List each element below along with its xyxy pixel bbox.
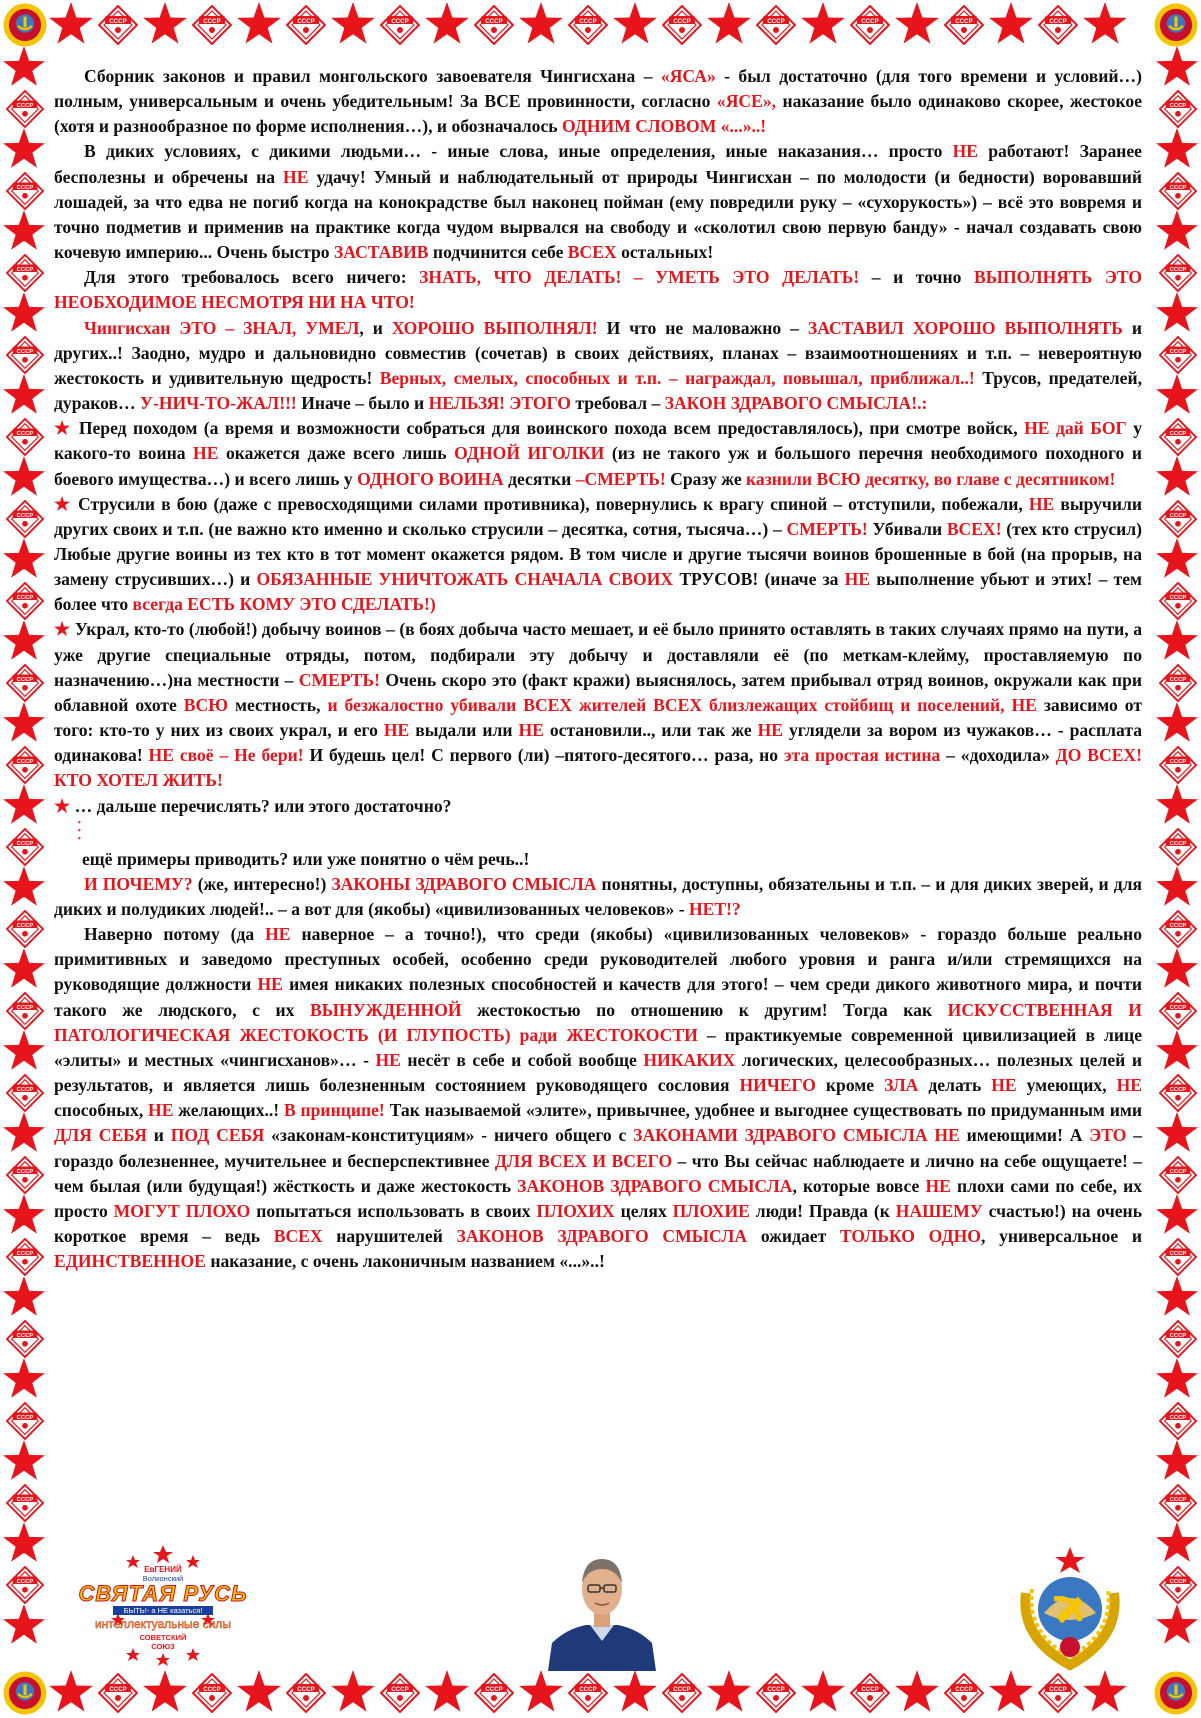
bullet-star-icon: ★ xyxy=(54,418,79,439)
text-run: … дальше перечислять? или этого достаточно? xyxy=(74,795,452,816)
highlight-text: ВСЕХ xyxy=(273,1226,323,1247)
text-run: выдали или xyxy=(409,720,519,741)
cccp-badge-icon xyxy=(7,1485,43,1521)
red-star-icon xyxy=(1156,1522,1198,1562)
cccp-badge-icon xyxy=(7,747,43,783)
text-run: – практикуемые современной цивилизацией в лице «элиты» и местных «чингисханов»… - xyxy=(54,1024,1142,1070)
cccp-badge-icon xyxy=(7,501,43,537)
text-run: , и xyxy=(359,317,392,338)
red-star-icon xyxy=(143,1670,187,1712)
cccp-badge-icon xyxy=(287,1674,325,1712)
red-star-icon xyxy=(1083,2,1127,44)
paragraph xyxy=(54,64,1142,139)
text-run: Сразу же xyxy=(665,468,747,489)
author-portrait xyxy=(546,1543,658,1671)
text-run: подчинится себе xyxy=(428,242,568,263)
logo-union-2: СОЮЗ xyxy=(151,1642,175,1651)
cccp-badge-icon xyxy=(7,665,43,701)
highlight-text: ПЛОХИХ xyxy=(536,1200,615,1221)
red-star-icon xyxy=(1156,1276,1198,1316)
red-star-icon xyxy=(331,2,375,44)
paragraph xyxy=(54,872,1142,922)
cccp-badge-icon xyxy=(757,1674,795,1712)
cccp-badge-icon xyxy=(7,1403,43,1439)
cccp-badge-icon xyxy=(7,1321,43,1357)
red-star-icon xyxy=(3,1112,45,1152)
text-run: целях xyxy=(614,1200,673,1221)
highlight-text: НИЧЕГО xyxy=(739,1075,816,1096)
red-star-icon xyxy=(3,866,45,906)
highlight-text: ЗАСТАВИЛ ХОРОШО ВЫПОЛНЯТЬ xyxy=(807,317,1123,338)
red-star-icon xyxy=(1156,128,1198,168)
red-star-icon xyxy=(3,948,45,988)
highlight-text: ВЫПОЛНЯТЬ ЭТО НЕОБХОДИМОЕ НЕСМОТРЯ НИ НА ЧТО! xyxy=(54,267,1143,313)
red-star-icon xyxy=(801,2,845,44)
text-run: наказание, с очень лаконичным названием «...»..! xyxy=(205,1251,605,1272)
red-star-icon xyxy=(3,1604,45,1644)
text-run: плохи сами по себе, их просто xyxy=(54,1175,1143,1221)
paragraph xyxy=(54,416,1142,491)
cccp-badge-icon xyxy=(1160,255,1196,291)
highlight-text: НЕ дай БОГ xyxy=(1024,418,1127,439)
bullet-star-icon: ★ xyxy=(54,619,75,640)
highlight-text: У-НИЧ-ТО-ЖАЛ!!! xyxy=(140,393,297,414)
bullet-star-icon: ★ xyxy=(54,493,78,514)
red-star-icon xyxy=(1156,210,1198,250)
red-star-icon xyxy=(519,2,563,44)
highlight-text: ЗАКОН ЗДРАВОГО СМЫСЛА!.: xyxy=(664,393,928,414)
text-run: Очень скоро это (факт кражи) выяснялось, затем прибывал отряд воинов, окружали как при облавной охоте xyxy=(54,669,1142,715)
red-star-icon xyxy=(3,46,45,86)
corner-emblem-icon xyxy=(1155,4,1198,47)
text-run: нарушителей xyxy=(322,1226,457,1247)
cccp-badge-icon xyxy=(1160,1157,1196,1193)
highlight-text: НЕ xyxy=(518,720,544,741)
highlight-text: и безжалостно убивали ВСЕХ жителей ВСЕХ близлежащих стойбищ и поселений, НЕ xyxy=(327,694,1037,715)
text-run: ТРУСОВ! (иначе за xyxy=(673,569,845,590)
text-run: жестокостью по отношению к другим! Тогда как xyxy=(461,999,948,1020)
highlight-text: ПОД СЕБЯ xyxy=(170,1125,265,1146)
red-star-icon xyxy=(989,2,1033,44)
red-star-icon xyxy=(1156,374,1198,414)
text-run: Для этого требовалось всего ничего: xyxy=(84,267,420,288)
highlight-text: НИКАКИХ xyxy=(643,1049,736,1070)
red-star-icon xyxy=(143,2,187,44)
highlight-text: НЕ xyxy=(991,1075,1017,1096)
highlight-text: НЕЛЬЗЯ! ЭТОГО xyxy=(428,393,571,414)
corner-emblem-icon xyxy=(4,1672,47,1715)
logo-author-first: ЕвГЕНИЙ xyxy=(144,1565,182,1574)
text-run: и xyxy=(146,1125,171,1146)
ussr-emblem-icon xyxy=(1006,1543,1134,1671)
red-star-icon xyxy=(3,1358,45,1398)
bullet-star-icon: ★ xyxy=(54,795,75,816)
text-run: у какого-то воина xyxy=(54,418,1142,464)
red-star-icon xyxy=(3,374,45,414)
text-run: наказание было одинаково скорее, жестокое (хотя и разнообразное по форме исполнения…), и обозначалось xyxy=(54,91,1143,137)
red-star-icon xyxy=(237,1670,281,1712)
highlight-text: ЗАКОНОВ ЗДРАВОГО СМЫСЛА xyxy=(456,1226,748,1247)
highlight-text: НЕ xyxy=(925,1175,951,1196)
corner-emblem-icon xyxy=(1155,1672,1198,1715)
cccp-badge-icon xyxy=(663,1674,701,1712)
cccp-badge-icon xyxy=(1160,583,1196,619)
cccp-badge-icon xyxy=(7,1075,43,1111)
text-run: остальных! xyxy=(616,242,714,263)
cccp-badge-icon xyxy=(1160,337,1196,373)
cccp-badge-icon xyxy=(7,1239,43,1275)
cccp-badge-icon xyxy=(1160,993,1196,1029)
text-run: «законам-конституциям» - ничего общего с xyxy=(264,1125,634,1146)
cccp-badge-icon xyxy=(7,255,43,291)
highlight-text: Верных, смелых, способных и т.п. – награждал, повышал, приближал..! xyxy=(379,367,975,388)
corner-emblem-icon xyxy=(4,4,47,47)
highlight-text: ВСЕХ xyxy=(567,242,617,263)
cccp-badge-icon xyxy=(475,1674,513,1712)
cccp-badge-icon xyxy=(7,173,43,209)
red-star-icon xyxy=(1156,456,1198,496)
paragraph xyxy=(54,617,1142,793)
cccp-badge-icon xyxy=(1160,665,1196,701)
cccp-badge-icon xyxy=(287,6,325,44)
highlight-text: НЕ своё – Не бери! xyxy=(148,745,304,766)
text-run: – что Вы сейчас наблюдаете и лично на себе ощущаете! – чем былая (или будущая!) жёсткость и даже жестокость xyxy=(54,1150,1142,1196)
cccp-badge-icon xyxy=(99,1674,137,1712)
highlight-text: И ПОЧЕМУ? xyxy=(84,873,193,894)
highlight-text: ЗАКОНОВ ЗДРАВОГО СМЫСЛА xyxy=(517,1175,793,1196)
text-run: требовал – xyxy=(570,393,665,414)
cccp-badge-icon xyxy=(193,1674,231,1712)
red-star-icon xyxy=(989,1670,1033,1712)
red-star-icon xyxy=(1156,1440,1198,1480)
cccp-badge-icon xyxy=(1160,829,1196,865)
cccp-badge-icon xyxy=(1160,1567,1196,1603)
red-star-icon xyxy=(425,2,469,44)
highlight-text: Чингисхан ЭТО – ЗНАЛ, УМЕЛ xyxy=(84,317,360,338)
text-run: счастью!) на очень короткое время – ведь xyxy=(54,1200,1142,1247)
highlight-text: НАШЕМУ xyxy=(895,1200,983,1221)
highlight-text: «ЯСА» xyxy=(660,66,716,86)
text-run: - был достаточно (для того времени и условий…) полным, универсальным и очень убедительным! За ВСЕ провинности, согласно xyxy=(54,66,1142,112)
red-star-icon xyxy=(1156,1030,1198,1070)
highlight-text: ЗАКОНЫ ЗДРАВОГО СМЫСЛА xyxy=(331,873,597,894)
highlight-text: ОДНИМ СЛОВОМ «...»..! xyxy=(561,116,767,137)
red-star-icon xyxy=(3,1522,45,1562)
highlight-text: НЕ xyxy=(265,924,291,945)
red-star-icon xyxy=(613,1670,657,1712)
red-star-icon xyxy=(49,2,93,44)
cccp-badge-icon xyxy=(851,1674,889,1712)
highlight-text: ВСЮ xyxy=(183,694,229,715)
text-run: желающих..! xyxy=(173,1100,284,1121)
highlight-text: ЗАКОНАМИ ЗДРАВОГО СМЫСЛА НЕ xyxy=(633,1125,960,1146)
red-star-icon xyxy=(613,2,657,44)
paragraph xyxy=(54,847,1142,872)
cccp-badge-icon xyxy=(193,6,231,44)
red-star-icon xyxy=(3,128,45,168)
cccp-badge-icon xyxy=(1160,1485,1196,1521)
text-run: имеющими! А xyxy=(959,1125,1090,1146)
cccp-badge-icon xyxy=(7,583,43,619)
text-run: Перед походом (а время и возможности собраться для воинского похода всем предоставлялось), при смотре войск, xyxy=(78,418,1025,439)
cccp-badge-icon xyxy=(1160,173,1196,209)
red-star-icon xyxy=(1156,1112,1198,1152)
text-run: умеющих, xyxy=(1016,1075,1117,1096)
text-run: выручили других своих и т.п. (не важно кто именно и сколько струсили – десятка, сотня, тысяча…) – xyxy=(54,493,1142,539)
text-run: работают! Заранее бесполезны и обречены на xyxy=(54,141,1142,187)
highlight-text: НЕ xyxy=(375,1049,401,1070)
red-star-icon xyxy=(1156,1604,1198,1644)
logo-author-last: Волконский xyxy=(142,1574,184,1583)
text-run: наверное – а точно!), что среди (якобы) «цивилизованных человеков» - гораздо больше реально примитивных и заведомо преступных особей, особенно среди руководителей любого уровня и ранга и/или стремящихся на руководящие должности xyxy=(54,924,1142,995)
text-run: окажется даже всего лишь xyxy=(218,443,455,464)
cccp-badge-icon xyxy=(7,1157,43,1193)
text-run: Украл, кто-то (любой!) добычу воинов – (в боях добыча часто мешает, и её было принято оставлять в таких случаях прямо на пути, а уже другие специальные отряды, потом, подбирали эту добычу и доставляли её (по меткам-клейму, проставляемую по назначению…)на местности – xyxy=(54,619,1142,690)
svyataya-rus-logo xyxy=(68,1543,258,1669)
text-run: В диких условиях, с дикими людьми… - иные слова, иные определения, иные наказания… просто xyxy=(84,141,953,162)
highlight-text: МОГУТ ПЛОХО xyxy=(113,1200,251,1221)
paragraph xyxy=(54,316,1142,417)
highlight-text: НЕ xyxy=(283,166,309,187)
logo-union-1: СОВЕТСКИЙ xyxy=(139,1633,187,1642)
cccp-badge-icon xyxy=(7,91,43,127)
highlight-text: НЕ xyxy=(757,720,784,741)
highlight-text: СМЕРТЬ! xyxy=(786,518,868,539)
red-star-icon xyxy=(3,292,45,332)
red-star-icon xyxy=(895,1670,939,1712)
text-run: Убивали xyxy=(867,518,947,539)
cccp-badge-icon xyxy=(381,6,419,44)
cccp-badge-icon xyxy=(99,6,137,44)
cccp-badge-icon xyxy=(569,6,607,44)
red-star-icon xyxy=(1156,46,1198,86)
paragraph xyxy=(54,794,1142,819)
red-star-icon xyxy=(3,702,45,742)
highlight-text: ДЛЯ ВСЕХ И ВСЕГО xyxy=(494,1150,673,1171)
highlight-text: ОДНОЙ ИГОЛКИ xyxy=(454,443,605,464)
highlight-text: НЕ xyxy=(257,974,283,995)
text-run: удачу! Умный и наблюдательный от природы Чингисхан – по молодости (и бедности) воровавший лошадей, за что едва не погиб когда на конокрадстве был наконец пойман (ему повредили руку – «сухорукость») – всё это вовремя и точно подметив и применив на практике когда чудом вырвался на свободу и «сколотил свою первую банду» - начал создавать свою кочевую империю... Очень быстро xyxy=(54,166,1142,263)
highlight-text: НЕ xyxy=(193,443,219,464)
paragraph xyxy=(54,922,1142,1274)
highlight-text: ПЛОХИЕ xyxy=(672,1200,750,1221)
text-run: делать xyxy=(918,1075,992,1096)
text-run: – «доходила» xyxy=(940,745,1056,766)
text-run: Иначе – было и xyxy=(296,393,429,414)
cccp-badge-icon xyxy=(1160,1403,1196,1439)
text-run: И будешь цел! С первого (ли) –пятого-десятого… раза, но xyxy=(303,745,784,766)
highlight-text: НЕ xyxy=(1028,493,1055,514)
highlight-text: ХОРОШО ВЫПОЛНЯЛ! xyxy=(391,317,598,338)
document-body xyxy=(54,64,1142,1544)
cccp-badge-icon xyxy=(7,419,43,455)
text-run: Струсили в бою (даже с превосходящими силами противника), повернулись к врагу спиной – отступили, побежали, xyxy=(77,493,1029,514)
highlight-text: НЕ xyxy=(1116,1075,1142,1096)
red-star-icon xyxy=(1156,620,1198,660)
highlight-text: НЕ xyxy=(383,720,410,741)
logo-subtitle: интеллектуальные силы xyxy=(94,1617,232,1631)
red-star-icon xyxy=(1156,702,1198,742)
cccp-badge-icon xyxy=(1160,1321,1196,1357)
cccp-badge-icon xyxy=(7,1567,43,1603)
highlight-text: НЕ xyxy=(148,1100,174,1121)
red-star-icon xyxy=(3,784,45,824)
highlight-text: ОДНОГО ВОИНА xyxy=(357,468,504,489)
text-run: ожидает xyxy=(747,1226,840,1247)
red-star-icon xyxy=(1156,866,1198,906)
highlight-text: «ЯСЕ», xyxy=(716,91,777,112)
red-star-icon xyxy=(3,456,45,496)
text-run: остановили.., или так же xyxy=(543,720,758,741)
logo-slogan: БЫТЬ!- а НЕ казаться! xyxy=(113,1606,213,1615)
paragraph xyxy=(54,492,1142,618)
text-run: углядели за вором из чужаков… - расплата одинакова! xyxy=(54,720,1142,766)
highlight-text: ЗЛА xyxy=(884,1075,919,1096)
cccp-badge-icon xyxy=(1160,1075,1196,1111)
cccp-badge-icon xyxy=(1160,91,1196,127)
red-star-icon xyxy=(237,2,281,44)
highlight-text: НЕТ!? xyxy=(689,899,741,919)
highlight-text: НЕ xyxy=(952,141,979,162)
paragraph xyxy=(54,265,1142,315)
red-star-icon xyxy=(519,1670,563,1712)
cccp-badge-icon xyxy=(475,6,513,44)
red-star-icon xyxy=(3,1194,45,1234)
highlight-text: ИСКУССТВЕННАЯ И ПАТОЛОГИЧЕСКАЯ ЖЕСТОКОСТЬ (И ГЛУПОСТЬ) ради ЖЕСТОКОСТИ xyxy=(54,999,1142,1045)
red-star-icon xyxy=(425,1670,469,1712)
text-run: кроме xyxy=(815,1075,885,1096)
text-run: и других..! Заодно, мудро и дальновидно совместив (сочетав) в своих действиях, планах – взаимоотношениях и т.п. – невероятную жестокость и удивительную щедрость! xyxy=(54,317,1143,388)
cccp-badge-icon xyxy=(7,911,43,947)
text-run: выполнение убьют и этих! – тем более что xyxy=(54,569,1143,615)
text-run: Наверно потому (да xyxy=(84,924,266,945)
red-star-icon xyxy=(707,2,751,44)
red-star-icon xyxy=(801,1670,845,1712)
text-run: понятны, доступны, обязательны и т.п. – и для диких зверей, и для диких и полудиких людей!.. – а вот для (якобы) «цивилизованных человеков» - xyxy=(54,873,1142,919)
cccp-badge-icon xyxy=(1160,1239,1196,1275)
text-run: Так называемой «элите», привычнее, удобнее и выгоднее существовать по придуманным ими xyxy=(384,1100,1142,1121)
text-run: попытаться использовать в своих xyxy=(250,1200,537,1221)
text-run: логических, целесообразных… полезных целей и результатов, и является лишь болезненным состоянием руководящего сословия xyxy=(54,1049,1142,1096)
text-run: – гораздо болезненнее, мучительнее и бесперспективнее xyxy=(54,1125,1143,1171)
red-star-icon xyxy=(3,1276,45,1316)
highlight-text: В принципе! xyxy=(283,1100,385,1121)
paragraph xyxy=(54,139,1142,265)
highlight-text: ЗНАТЬ, ЧТО ДЕЛАТЬ! – УМЕТЬ ЭТО ДЕЛАТЬ! xyxy=(419,267,860,288)
highlight-text: ВСЕХ! xyxy=(946,518,1002,539)
highlight-text: ОБЯЗАННЫЕ УНИЧТОЖАТЬ СНАЧАЛА СВОИХ xyxy=(256,569,674,590)
cccp-badge-icon xyxy=(1039,6,1077,44)
cccp-badge-icon xyxy=(851,6,889,44)
text-run: ещё примеры приводить? или уже понятно о чём речь..! xyxy=(82,848,530,869)
highlight-text: СМЕРТЬ! xyxy=(298,669,381,690)
highlight-text: ТОЛЬКО ОДНО xyxy=(839,1226,981,1247)
highlight-text: всегда ЕСТЬ КОМУ ЭТО СДЕЛАТЬ!) xyxy=(132,594,436,615)
footer xyxy=(54,1543,1144,1671)
cccp-badge-icon xyxy=(1160,911,1196,947)
text-run: – и точно xyxy=(859,267,974,288)
text-run: Трусов, предателей, дураков… xyxy=(54,367,1142,414)
red-star-icon xyxy=(1156,784,1198,824)
cccp-badge-icon xyxy=(7,993,43,1029)
cccp-badge-icon xyxy=(757,6,795,44)
cccp-badge-icon xyxy=(945,1674,983,1712)
highlight-text: ВЫНУЖДЕННОЙ xyxy=(310,999,462,1020)
text-run: , универсальное и xyxy=(980,1226,1142,1247)
red-star-icon xyxy=(1083,1670,1127,1712)
logo-title: СВЯТАЯ РУСЬ xyxy=(78,1581,248,1606)
cccp-badge-icon xyxy=(569,1674,607,1712)
cccp-badge-icon xyxy=(1039,1674,1077,1712)
cccp-badge-icon xyxy=(1160,419,1196,455)
highlight-text: –СМЕРТЬ! xyxy=(575,468,666,489)
red-star-icon xyxy=(3,620,45,660)
cccp-badge-icon xyxy=(7,337,43,373)
red-star-icon xyxy=(1156,948,1198,988)
text-run: (тех кто струсил) Любые другие воины из тех кто в тот момент окажется рядом. В том числе и другие тысячи воинов брошенные в бой (на прорыв, на замену струсивших…) и xyxy=(54,518,1142,590)
red-star-icon xyxy=(3,538,45,578)
red-star-icon xyxy=(3,1030,45,1070)
text-run: несёт в себе и собой вообще xyxy=(400,1049,644,1070)
red-star-icon xyxy=(1156,1194,1198,1234)
text-run: местность, xyxy=(228,694,328,715)
text-run: люди! Правда (к xyxy=(749,1200,896,1221)
red-star-icon xyxy=(1156,292,1198,332)
cccp-badge-icon xyxy=(1160,747,1196,783)
red-star-icon xyxy=(3,210,45,250)
highlight-text: ДО ВСЕХ! КТО ХОТЕЛ ЖИТЬ! xyxy=(54,745,1142,791)
red-dots-separator: • • • xyxy=(78,817,81,843)
highlight-text: ЗАСТАВИВ xyxy=(333,242,429,263)
red-star-icon xyxy=(1156,1358,1198,1398)
text-run: способных, xyxy=(54,1100,149,1121)
text-run: (же, интересно!) xyxy=(192,873,332,894)
highlight-text: ЭТО xyxy=(1089,1125,1127,1146)
red-star-icon xyxy=(1156,538,1198,578)
red-star-icon xyxy=(331,1670,375,1712)
red-star-icon xyxy=(49,1670,93,1712)
text-run: И что не маловажно – xyxy=(597,317,808,338)
highlight-text: казнили ВСЮ десятку, во главе с десятником! xyxy=(746,468,1116,489)
highlight-text: ЕДИНСТВЕННОЕ xyxy=(54,1251,206,1272)
highlight-text: эта простая истина xyxy=(783,745,941,766)
red-star-icon xyxy=(3,1440,45,1480)
cccp-badge-icon xyxy=(381,1674,419,1712)
cccp-badge-icon xyxy=(7,829,43,865)
red-star-icon xyxy=(895,2,939,44)
text-run: зависимо от того: кто-то у них из своих украл, и его xyxy=(54,694,1142,741)
text-run: , которые вовсе xyxy=(792,1175,926,1196)
text-run: (из не такого уж и большого перечня необходимого походного и боевого имущества…) и всего лишь у xyxy=(54,443,1142,489)
cccp-badge-icon xyxy=(663,6,701,44)
text-run: имея никаких полезных способностей и качеств для этого! – чем среди дикого животного мира, и почти такого же людского, с их xyxy=(54,974,1142,1020)
cccp-badge-icon xyxy=(945,6,983,44)
text-run: Сборник законов и правил монгольского завоевателя Чингисхана – xyxy=(84,66,661,86)
highlight-text: НЕ xyxy=(844,569,871,590)
cccp-badge-icon xyxy=(1160,501,1196,537)
red-star-icon xyxy=(707,1670,751,1712)
text-run: десятки xyxy=(503,468,576,489)
highlight-text: ДЛЯ СЕБЯ xyxy=(54,1125,147,1146)
